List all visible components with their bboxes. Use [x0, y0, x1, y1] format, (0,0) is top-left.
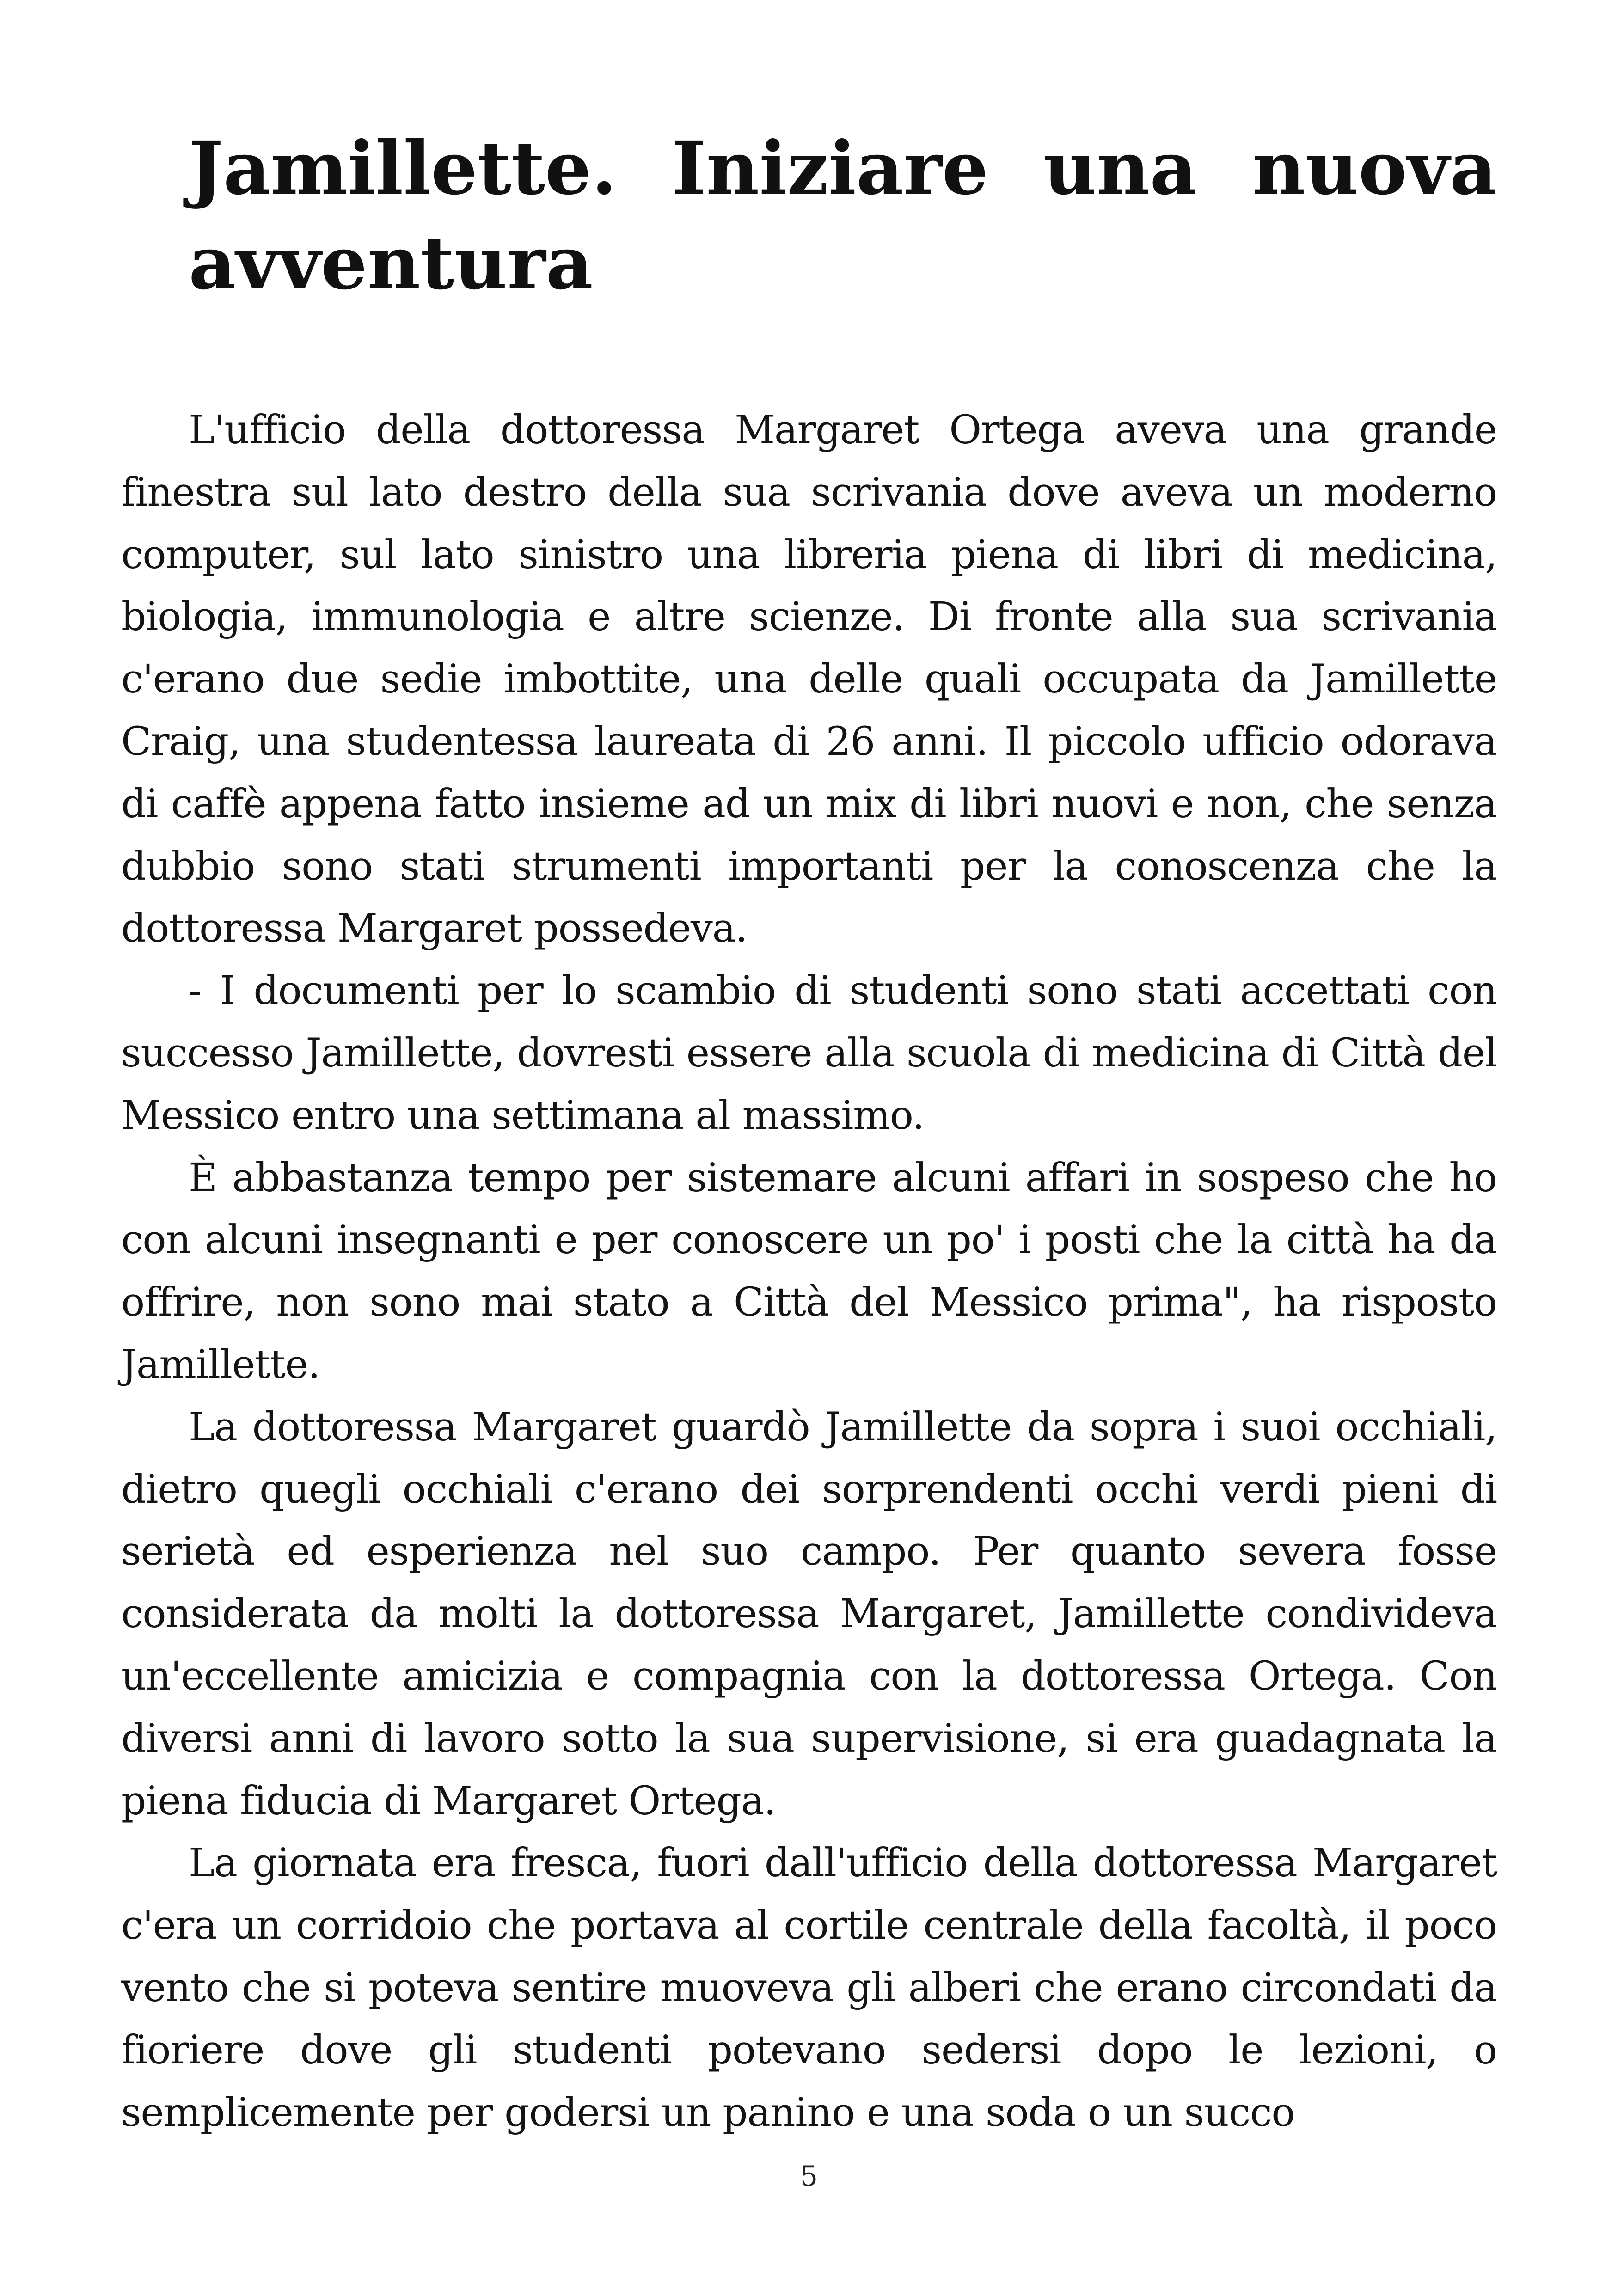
paragraph-office-description: L'ufficio della dottoressa Margaret Ortega aveva una grande finestra sul lato destro della sua scrivania dove aveva un moderno computer, sul lato sinistro una libreria piena di libri di medicina, biologia, immunologia e altre scienze. Di fronte alla sua scrivania c'erano due sedie imbottite, una delle quali occupata da Jamillette Craig, una studentessa laureata di 26 anni. Il piccolo ufficio odorava di caffè appena fatto insieme ad un mix di libri nuovi e non, che senza dubbio sono stati strumenti importanti per la conoscenza che la dottoressa Margaret possedeva. [121, 407, 1497, 952]
page-number: 5 [800, 2160, 818, 2192]
paragraph-margaret-description: La dottoressa Margaret guardò Jamillette da sopra i suoi occhiali, dietro quegli occhiali c'erano dei sorprendenti occhi verdi pieni di serietà ed esperienza nel suo campo. Per quanto severa fosse considerata da molti la dottoressa Margaret, Jamillette condivideva un'eccellente amicizia e compagnia con la dottoressa Ortega. Con diversi anni di lavoro sotto la sua supervisione, si era guadagnata la piena fiducia di Margaret Ortega. [121, 1404, 1497, 1824]
paragraph-courtyard: La giornata era fresca, fuori dall'ufficio della dottoressa Margaret c'era un corridoio che portava al cortile centrale della facoltà, il poco vento che si poteva sentire muoveva gli alberi che erano circondati da fioriere dove gli studenti potevano sedersi dopo le lezioni, o semplicemente per godersi un panino e una soda o un succo [121, 1840, 1497, 2136]
paragraph-dialogue-documents: - I documenti per lo scambio di studenti sono stati accettati con successo Jamillette, dovresti essere alla scuola di medicina di Città del Messico entro una settimana al massimo. [121, 968, 1497, 1139]
chapter-title: Jamillette. Iniziare una nuova avventura [189, 126, 1497, 306]
body-text [121, 399, 1497, 2144]
paragraph-dialogue-reply: È abbastanza tempo per sistemare alcuni affari in sospeso che ho con alcuni insegnanti e per conoscere un po' i posti che la città ha da offrire, non sono mai stato a Città del Messico prima", ha risposto Jamillette. [121, 1155, 1497, 1388]
